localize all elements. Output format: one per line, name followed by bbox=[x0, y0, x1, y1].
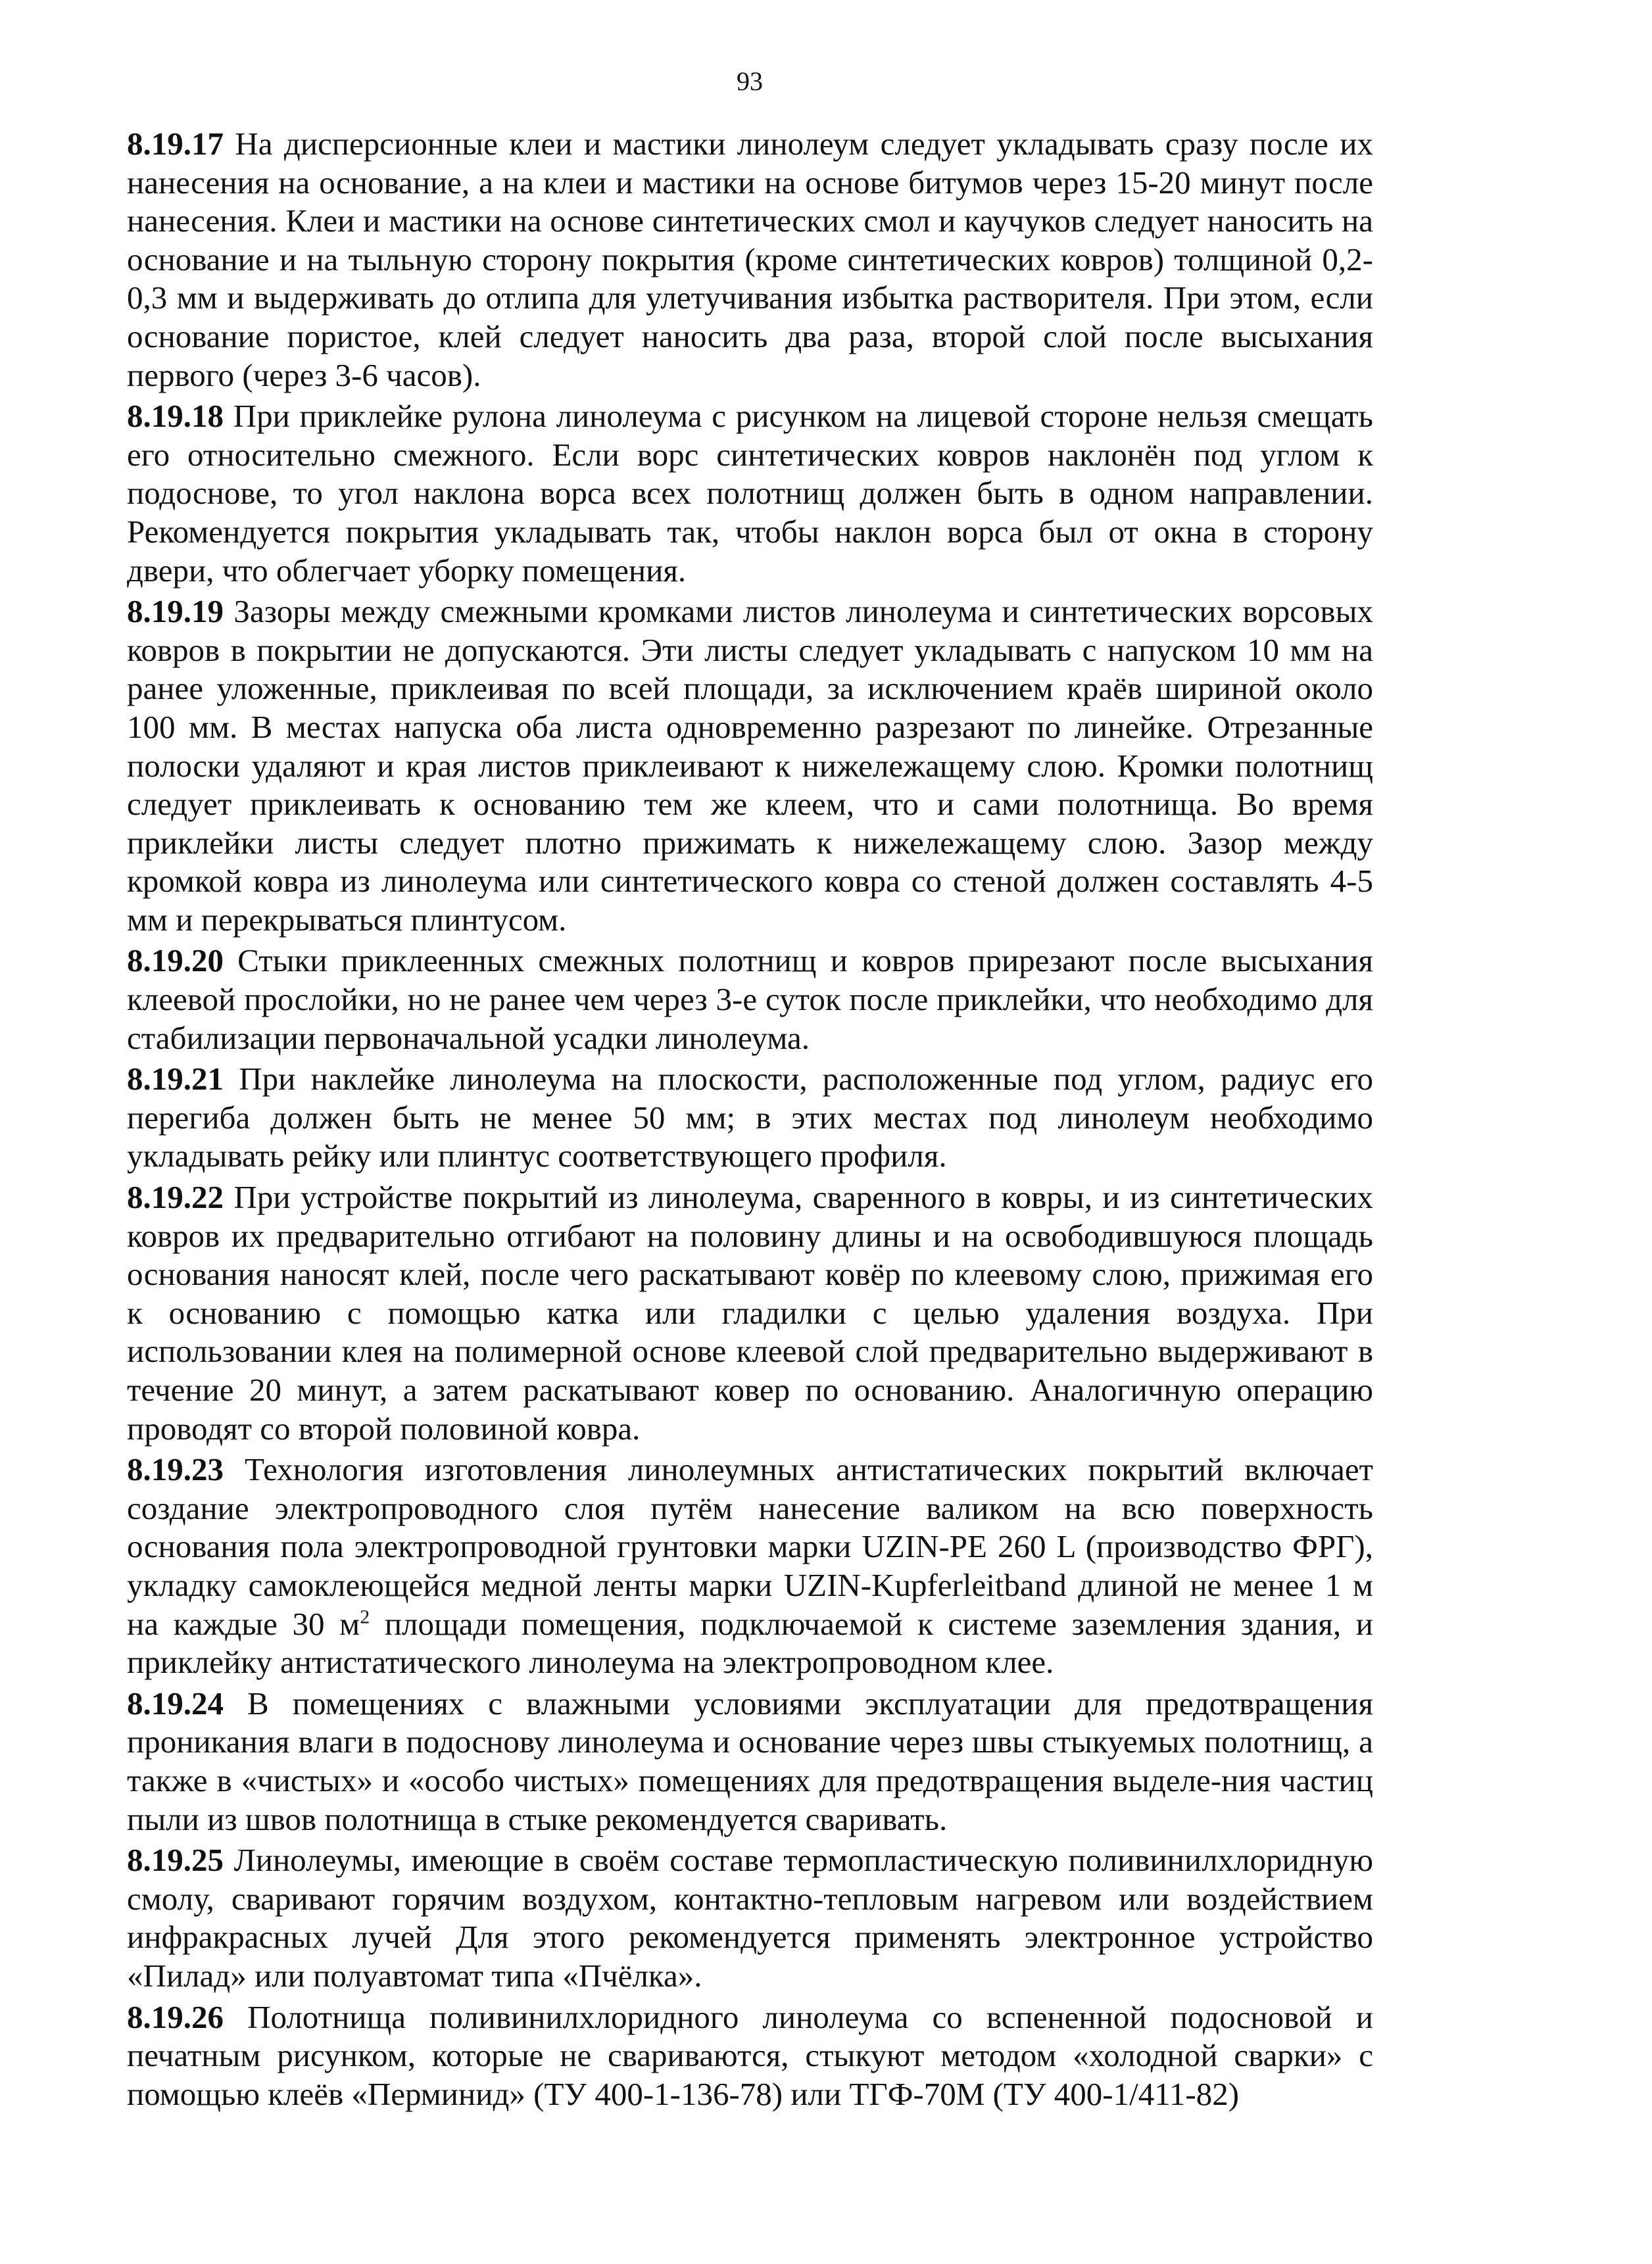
paragraph-number: 8.19.23 bbox=[127, 1451, 224, 1488]
paragraph-text-before: Технология изготовления линолеумных антистатических покрытий включает создание электропроводного слоя путём нанесение валиком на всю поверхность основания пола электропроводной грунтовки марки UZIN-PE 260 L (производство ФРГ), укладку самоклеющейся медной ленты марки UZIN-Kupferleitband длиной не менее 1 м на каждые 30 м bbox=[127, 1451, 1373, 1642]
paragraph-number: 8.19.24 bbox=[127, 1685, 224, 1722]
paragraph-text: Полотнища поливинилхлоридного линолеума со вспененной подосновой и печатным рисунком, которые не свариваются, стыкуют методом «холодной сварки» с помощью клеёв «Перминид» (ТУ 400-1-136-78) или ТГФ-70М (ТУ 400-1/411-82) bbox=[127, 1998, 1373, 2112]
paragraph-number: 8.19.18 bbox=[127, 398, 224, 435]
paragraph-8-19-21 bbox=[127, 1060, 1373, 1176]
paragraph-text: При устройстве покрытий из линолеума, сваренного в ковры, и из синтетических ковров их предварительно отгибают на половину длины и на освободившуюся площадь основания наносят клей, после чего раскатывают ковёр по клеевому слою, прижимая его к основанию с помощью катка или гладилки с целью удаления воздуха. При использовании клея на полимерной основе клеевой слой предварительно выдерживают в течение 20 минут, а затем раскатывают ковер по основанию. Аналогичную операцию проводят со второй половиной ковра. bbox=[127, 1179, 1373, 1447]
paragraph-8-19-20 bbox=[127, 942, 1373, 1057]
page-number: 93 bbox=[737, 66, 763, 96]
paragraph-number: 8.19.19 bbox=[127, 593, 224, 630]
paragraph-8-19-17 bbox=[127, 125, 1373, 395]
paragraph-text: В помещениях с влажными условиями эксплуатации для предотвращения проникания влаги в подоснову линолеума и основание через швы стыкуемых полотнищ, а также в «чистых» и «особо чистых» помещениях для предотвращения выделе-ния частиц пыли из швов полотнища в стыке рекомендуется сваривать. bbox=[127, 1685, 1373, 1837]
document-body bbox=[127, 125, 1373, 2116]
paragraph-8-19-19 bbox=[127, 592, 1373, 939]
paragraph-number: 8.19.20 bbox=[127, 942, 224, 979]
paragraph-text: Зазоры между смежными кромками листов линолеума и синтетических ворсовых ковров в покрытии не допускаются. Эти листы следует укладывать с напуском 10 мм на ранее уложенные, приклеивая по всей площади, за исключением краёв шириной около 100 мм. В местах напуска оба листа одновременно разрезают по линейке. Отрезанные полоски удаляют и края листов приклеивают к нижележащему слою. Кромки полотнищ следует приклеивать к основанию тем же клеем, что и сами полотнища. Во время приклейки листы следует плотно прижимать к нижележащему слою. Зазор между кромкой ковра из линолеума или синтетического ковра со стеной должен составлять 4-5 мм и перекрываться плинтусом. bbox=[127, 593, 1373, 938]
paragraph-8-19-23 bbox=[127, 1451, 1373, 1682]
paragraph-8-19-25 bbox=[127, 1841, 1373, 1995]
paragraph-text: При наклейке линолеума на плоскости, расположенные под углом, радиус его перегиба должен быть не менее 50 мм; в этих местах под линолеум необходимо укладывать рейку или плинтус соответствующего профиля. bbox=[127, 1061, 1373, 1174]
paragraph-number: 8.19.26 bbox=[127, 1998, 224, 2035]
paragraph-text: Линолеумы, имеющие в своём составе термопластическую поливинилхлоридную смолу, сваривают горячим воздухом, контактно-тепловым нагревом или воздействием инфракрасных лучей Для этого рекомендуется применять электронное устройство «Пилад» или полуавтомат типа «Пчёлка». bbox=[127, 1842, 1373, 1994]
paragraph-8-19-22 bbox=[127, 1178, 1373, 1448]
paragraph-8-19-24 bbox=[127, 1685, 1373, 1839]
paragraph-number: 8.19.22 bbox=[127, 1179, 224, 1216]
paragraph-8-19-26 bbox=[127, 1998, 1373, 2114]
paragraph-number: 8.19.25 bbox=[127, 1842, 224, 1879]
paragraph-text: При приклейке рулона линолеума с рисунком на лицевой стороне нельзя смещать его относительно смежного. Если ворс синтетических ковров наклонён под углом к подоснове, то угол наклона ворса всех полотнищ должен быть в одном направлении. Рекомендуется покрытия укладывать так, чтобы наклон ворса был от окна в сторону двери, что облегчает уборку помещения. bbox=[127, 398, 1374, 589]
paragraph-text: На дисперсионные клеи и мастики линолеум следует укладывать сразу после их нанесения на основание, а на клеи и мастики на основе битумов через 15-20 минут после нанесения. Клеи и мастики на основе синтетических смол и каучуков следует наносить на основание и на тыльную сторону покрытия (кроме синтетических ковров) толщиной 0,2-0,3 мм и выдерживать до отлипа для улетучивания избытка растворителя. При этом, если основание пористое, клей следует наносить два раза, второй слой после высыхания первого (через 3-6 часов). bbox=[127, 126, 1373, 393]
paragraph-8-19-18 bbox=[127, 397, 1373, 590]
paragraph-number: 8.19.21 bbox=[127, 1061, 224, 1097]
paragraph-text: Стыки приклеенных смежных полотнищ и ковров прирезают после высыхания клеевой прослойки, но не ранее чем через 3-е суток после приклейки, что необходимо для стабилизации первоначальной усадки линолеума. bbox=[127, 942, 1373, 1056]
paragraph-text-after: площади помещения, подключаемой к системе заземления здания, и приклейку антистатического линолеума на электропроводном клее. bbox=[127, 1605, 1373, 1681]
superscript: 2 bbox=[360, 1606, 370, 1628]
paragraph-number: 8.19.17 bbox=[127, 126, 224, 162]
